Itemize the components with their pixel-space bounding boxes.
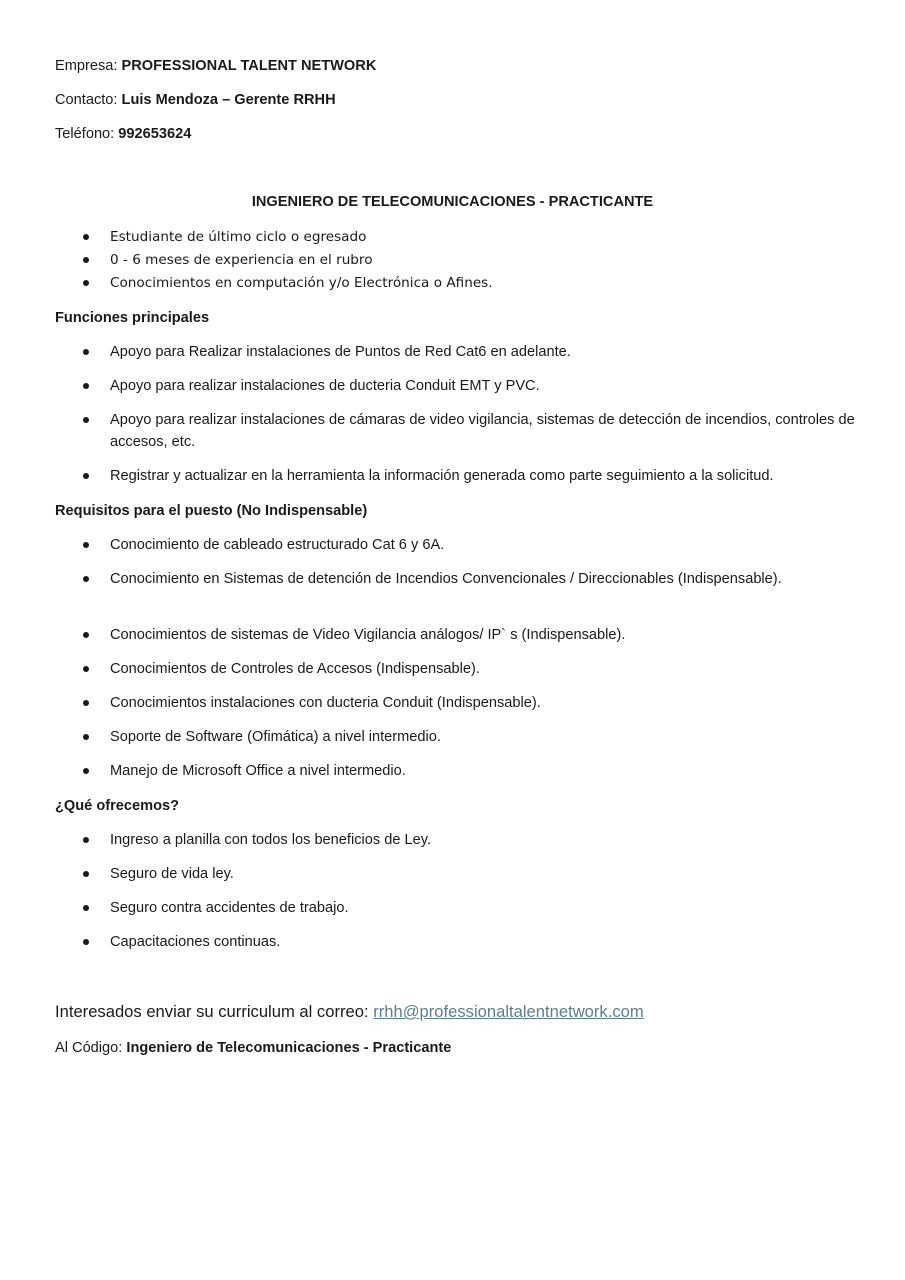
- company-label: Empresa:: [55, 58, 118, 74]
- code-label: Al Código:: [55, 1040, 123, 1056]
- list-item: Estudiante de último ciclo o egresado: [110, 226, 855, 248]
- list-item: 0 - 6 meses de experiencia en el rubro: [110, 249, 855, 271]
- list-item: Registrar y actualizar en la herramienta la información generada como parte seguimiento a la solicitud.: [110, 465, 855, 487]
- list-item: Ingreso a planilla con todos los beneficios de Ley.: [110, 829, 855, 851]
- list-item: Apoyo para realizar instalaciones de cámaras de video vigilancia, sistemas de detección de incendios, controles de accesos, etc.: [110, 409, 855, 453]
- list-item: Seguro de vida ley.: [110, 863, 855, 885]
- phone-number: 992653624: [118, 126, 192, 142]
- code-value: Ingeniero de Telecomunicaciones - Practicante: [126, 1040, 452, 1056]
- job-title: INGENIERO DE TELECOMUNICACIONES - PRACTICANTE: [251, 194, 654, 210]
- contact-line: [55, 90, 336, 110]
- list-item: Conocimientos instalaciones con ducteria Conduit (Indispensable).: [110, 692, 855, 714]
- phone-label: Teléfono:: [55, 126, 115, 142]
- list-item: Conocimientos en computación y/o Electrónica o Afines.: [110, 272, 855, 294]
- list-item: Seguro contra accidentes de trabajo.: [110, 897, 855, 919]
- list-item: Manejo de Microsoft Office a nivel intermedio.: [110, 760, 855, 782]
- offer-heading: ¿Qué ofrecemos?: [55, 798, 180, 814]
- company-name: PROFESSIONAL TALENT NETWORK: [121, 58, 377, 74]
- functions-heading: Funciones principales: [55, 310, 210, 326]
- list-item: Apoyo para realizar instalaciones de ducteria Conduit EMT y PVC.: [110, 375, 855, 397]
- company-line: [55, 56, 376, 76]
- list-item: Apoyo para Realizar instalaciones de Puntos de Red Cat6 en adelante.: [110, 341, 855, 363]
- apply-text: Interesados enviar su curriculum al correo:: [55, 1002, 369, 1021]
- code-line: [55, 1038, 451, 1058]
- list-item: Conocimientos de Controles de Accesos (Indispensable).: [110, 658, 855, 680]
- contact-label: Contacto:: [55, 92, 118, 108]
- apply-line: [55, 1001, 644, 1023]
- list-item: Conocimientos de sistemas de Video Vigilancia análogos/ IP` s (Indispensable).: [110, 624, 855, 646]
- list-item: Conocimiento de cableado estructurado Cat 6 y 6A.: [110, 534, 855, 556]
- contact-name: Luis Mendoza – Gerente RRHH: [121, 92, 336, 108]
- list-item: Capacitaciones continuas.: [110, 931, 855, 953]
- list-item: Soporte de Software (Ofimática) a nivel intermedio.: [110, 726, 855, 748]
- requirements-heading: Requisitos para el puesto (No Indispensable): [55, 503, 368, 519]
- email-link[interactable]: rrhh@professionaltalentnetwork.com: [373, 1002, 644, 1021]
- list-item: Conocimiento en Sistemas de detención de Incendios Convencionales / Direccionables (Indispensable).: [110, 568, 855, 590]
- phone-line: [55, 124, 191, 144]
